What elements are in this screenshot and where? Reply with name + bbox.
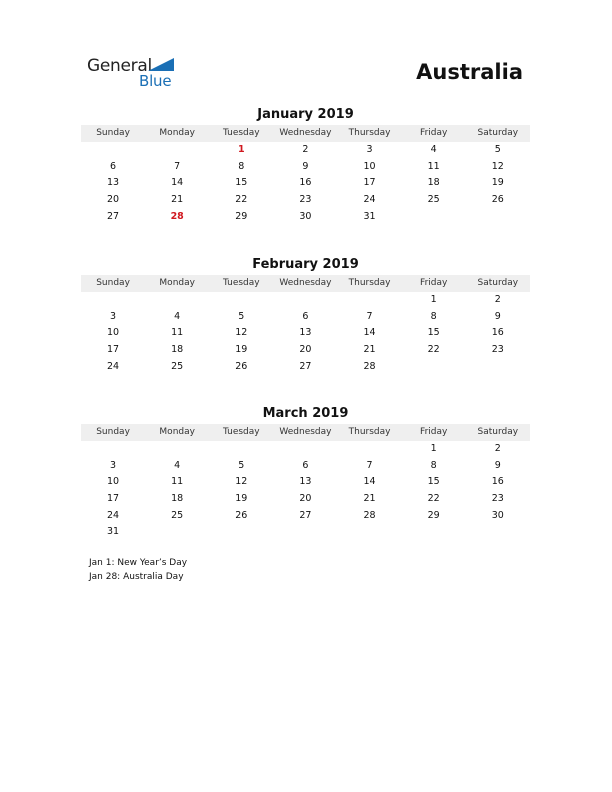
day-cell [402,209,466,226]
day-cell [466,359,530,376]
day-cell: 18 [171,344,184,356]
day-cell: 5 [494,144,501,155]
day-cell: 26 [491,194,504,206]
day-cell: 24 [363,194,376,206]
month-march [81,405,530,541]
day-cell: 5 [238,459,245,471]
day-cell: 1 [430,443,437,454]
weekday-header-row [81,424,530,441]
month-title: February 2019 [252,257,359,272]
day-cell: 24 [107,509,120,521]
day-cell: 4 [174,310,181,322]
weekday-label: Tuesday [223,427,260,437]
day-cell: 22 [427,344,440,356]
day-cell: 22 [235,194,248,206]
day-cell: 27 [107,210,120,222]
day-cell [466,209,530,226]
day-cell: 18 [171,493,184,505]
week-row [81,359,530,376]
country-title: Australia [416,60,523,84]
day-cell: 21 [363,344,376,356]
month-january [81,106,530,225]
logo [87,56,187,92]
day-cell: 10 [107,476,120,488]
weekday-label: Saturday [477,278,519,288]
weekday-header-row [81,275,530,292]
day-cell: 23 [491,493,504,505]
day-cell: 7 [366,310,373,322]
weekday-label: Thursday [348,128,391,138]
day-cell: 11 [171,476,184,488]
holiday-day-cell: 28 [170,210,184,222]
week-row [81,159,530,176]
day-cell [273,524,337,541]
day-cell: 1 [430,294,437,305]
day-cell: 23 [299,194,312,206]
day-cell: 7 [366,459,373,471]
day-cell: 14 [363,327,376,339]
week-row [81,491,530,508]
weekday-label: Monday [159,278,195,288]
weekday-label: Wednesday [279,128,332,138]
week-row [81,474,530,491]
day-cell: 3 [110,459,117,471]
day-cell [273,441,337,458]
month-february [81,256,530,375]
day-cell: 2 [494,443,501,454]
day-cell: 14 [363,476,376,488]
weekday-label: Friday [420,427,448,437]
day-cell [81,292,145,309]
week-row [81,325,530,342]
day-cell: 26 [235,509,248,521]
day-cell: 2 [302,144,309,155]
weekday-label: Wednesday [279,278,332,288]
week-row [81,342,530,359]
day-cell: 25 [171,360,184,372]
day-cell: 14 [171,177,184,189]
day-cell [273,292,337,309]
day-cell [81,441,145,458]
day-cell: 8 [430,310,437,322]
day-cell: 5 [238,310,245,322]
holiday-note: Jan 1: New Year’s Day [89,558,188,568]
day-cell: 28 [363,360,376,372]
day-cell: 23 [491,344,504,356]
day-cell [338,441,402,458]
day-cell: 29 [235,210,248,222]
day-cell: 17 [107,344,120,356]
weekday-label: Sunday [96,278,130,288]
day-cell: 8 [238,160,245,172]
day-cell: 27 [299,360,312,372]
day-cell: 17 [363,177,376,189]
weekday-label: Sunday [96,427,130,437]
weekday-label: Wednesday [279,427,332,437]
day-cell: 18 [427,177,440,189]
logo-blue-text: Blue [139,72,172,90]
day-cell: 15 [427,476,440,488]
week-row [81,309,530,326]
day-cell: 28 [363,509,376,521]
weekday-label: Tuesday [223,128,260,138]
day-cell: 8 [430,459,437,471]
holiday-day-cell: 1 [238,144,245,155]
day-cell: 10 [363,160,376,172]
day-cell: 11 [427,160,440,172]
day-cell: 25 [171,509,184,521]
week-row [81,209,530,226]
day-cell [402,524,466,541]
week-row [81,142,530,159]
day-cell: 19 [235,344,248,356]
holiday-notes [89,556,187,584]
day-cell [338,524,402,541]
day-cell: 2 [494,294,501,305]
day-cell: 27 [299,509,312,521]
day-cell: 9 [494,459,501,471]
day-cell: 9 [302,160,309,172]
day-cell: 20 [299,344,312,356]
logo-general-text: General [87,56,152,76]
week-row [81,292,530,309]
weekday-label: Thursday [348,278,391,288]
week-row [81,441,530,458]
day-cell: 6 [110,160,117,172]
day-cell [466,524,530,541]
week-row [81,175,530,192]
day-cell [402,359,466,376]
weekday-label: Sunday [96,128,130,138]
day-cell: 12 [491,160,504,172]
day-cell [209,441,273,458]
day-cell: 21 [363,493,376,505]
day-cell: 12 [235,476,248,488]
day-cell: 25 [427,194,440,206]
day-cell: 22 [427,493,440,505]
day-cell: 19 [491,177,504,189]
day-cell [145,441,209,458]
logo-triangle-icon [148,58,174,71]
weekday-label: Saturday [477,427,519,437]
day-cell: 13 [299,476,312,488]
day-cell: 4 [174,459,181,471]
day-cell: 24 [107,360,120,372]
day-cell: 4 [430,144,437,155]
day-cell: 19 [235,493,248,505]
day-cell: 13 [299,327,312,339]
day-cell: 15 [235,177,248,189]
day-cell: 15 [427,327,440,339]
day-cell: 31 [363,210,376,222]
day-cell: 21 [171,194,184,206]
day-cell [145,142,209,159]
day-cell: 26 [235,360,248,372]
day-cell: 3 [366,144,373,155]
weekday-label: Tuesday [223,278,260,288]
day-cell [209,292,273,309]
day-cell [145,292,209,309]
day-cell: 6 [302,459,309,471]
weekday-label: Thursday [348,427,391,437]
day-cell: 16 [299,177,312,189]
day-cell: 16 [491,476,504,488]
day-cell [81,142,145,159]
day-cell [209,524,273,541]
day-cell: 7 [174,160,181,172]
day-cell: 13 [107,177,120,189]
week-row [81,508,530,525]
day-cell [338,292,402,309]
day-cell: 20 [299,493,312,505]
day-cell: 20 [107,194,120,206]
weekday-label: Saturday [477,128,519,138]
month-title: January 2019 [257,107,354,122]
day-cell: 31 [107,526,120,538]
weekday-header-row [81,125,530,142]
week-row [81,192,530,209]
holiday-note: Jan 28: Australia Day [89,572,184,582]
weekday-label: Monday [159,427,195,437]
week-row [81,458,530,475]
day-cell: 12 [235,327,248,339]
weekday-label: Friday [420,128,448,138]
day-cell [145,524,209,541]
day-cell: 6 [302,310,309,322]
day-cell: 11 [171,327,184,339]
month-title: March 2019 [262,406,349,421]
week-row [81,524,530,541]
weekday-label: Monday [159,128,195,138]
day-cell: 16 [491,327,504,339]
day-cell: 30 [299,210,312,222]
day-cell: 30 [491,509,504,521]
day-cell: 3 [110,310,117,322]
day-cell: 17 [107,493,120,505]
day-cell: 9 [494,310,501,322]
weekday-label: Friday [420,278,448,288]
day-cell: 29 [427,509,440,521]
day-cell: 10 [107,327,120,339]
